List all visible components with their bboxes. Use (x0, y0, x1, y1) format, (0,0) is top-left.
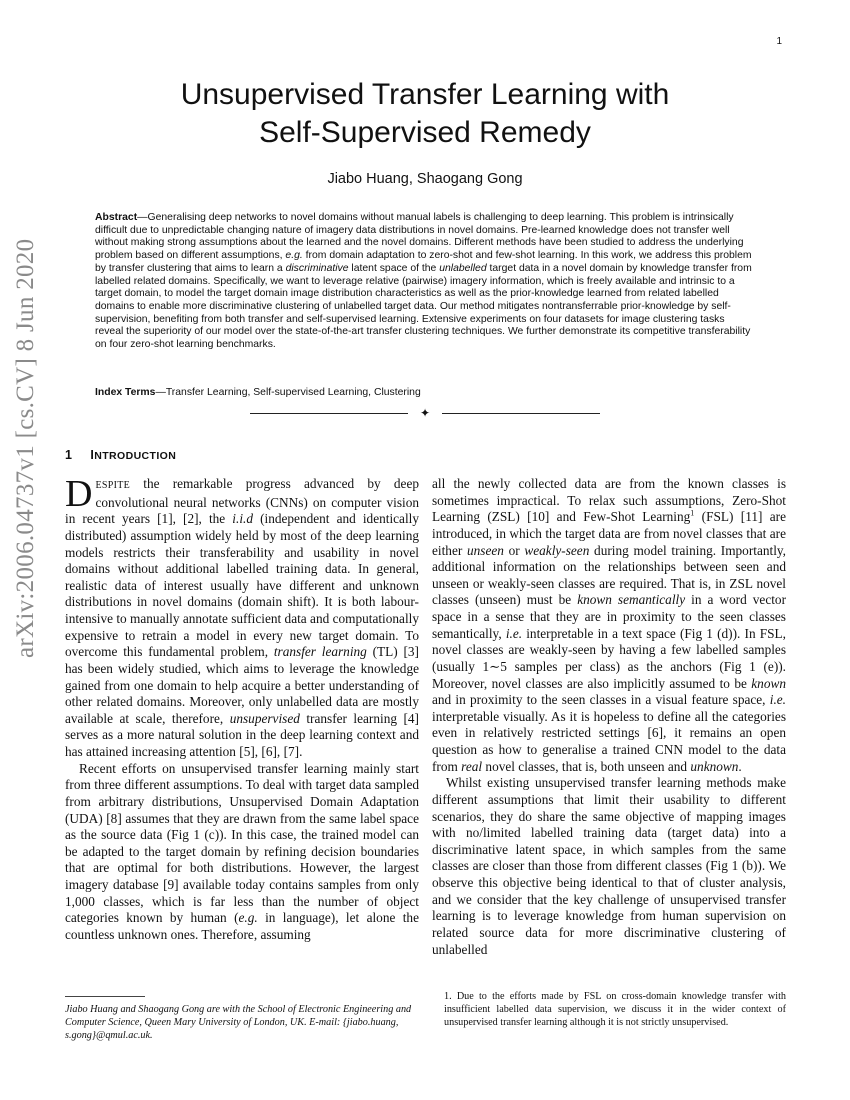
abstract-discriminative: discriminative (285, 262, 349, 274)
footnote-1 (432, 990, 786, 1029)
section-divider (250, 407, 600, 419)
right-p1-a: all the newly collected data are from the known classes is sometimes impractical. To relax such assumptions, Zero-Shot Learning (ZSL) [10] and Few-Shot Learning (432, 476, 786, 525)
right-paragraph-2: Whilst existing unsupervised transfer learning methods make different assumptions that limit their usability to different scenarios, they do share the same objective of mapping images with no/limited labelled training data (target data) into a discriminative latent space, in which samples from the same classes are closer than those from different classes (Fig 1 (b)). We observe this objective being identical to that of cluster analysis, and we consider that the key challenge of unsupervised transfer learning is to leverage knowledge from human supervision on related source data for more discriminative clustering of unlabelled (432, 775, 786, 957)
page-number: 1 (776, 36, 782, 47)
left-unsupervised: unsupervised (229, 710, 300, 726)
left-p1-c: (TL) [3] has been widely studied, which aims to leverage the knowledge gained from one domain to help acquire a better understanding of other related domains. Moreover, only unlabelled data are mostly available at scale, therefore, (65, 644, 419, 726)
footnote-rule (65, 996, 145, 997)
title-line-2: Self-Supervised Remedy (259, 116, 591, 149)
abstract-label: Abstract (95, 212, 138, 223)
abstract-text-4: target data in a novel domain by knowledge transfer from labelled related domains. Specifically, we want to leverage relative (pairwise) imagery information, which is freely available and intrinsic to a target domain, to model the target domain image distribution characteristics as well as the prior-knowledge learned from related labelled domains to enable more discriminative clustering of unlabelled target data. Our method mitigates nontransferrable prior-knowledge by self-supervision, benefiting from both transfer and self-supervised learning. Extensive experiments on four datasets for image clustering tasks reveal the superiority of our model over the state-of-the-art transfer clustering techniques. We further demonstrate its competitive transferability on four zero-shot learning benchmarks. (95, 262, 752, 351)
right-p1-h: novel classes, that is, both unseen and (482, 758, 691, 774)
left-p1-d: transfer learning [4] serves as a more natural solution in the deep learning context and has attained increasing attention [5], [6], [7]. (65, 710, 419, 759)
divider-diamond-icon: ✦ (419, 406, 431, 420)
right-or: or (503, 542, 525, 558)
index-terms-text: —Transfer Learning, Self-supervised Learning, Clustering (155, 387, 421, 398)
right-column (432, 476, 786, 958)
footnote-marker: 1 (690, 508, 695, 518)
left-eg: e.g. (238, 910, 258, 926)
abstract-eg: e.g. (285, 250, 303, 262)
right-p1-d: in a word vector space in a sense that they are in proximity to the seen classes semantically, (432, 592, 787, 641)
right-ie-2: i.e. (769, 692, 786, 708)
abstract-text-3: latent space of the (348, 262, 440, 274)
abstract-unlabelled: unlabelled (439, 262, 487, 274)
left-p2-a: Recent efforts on unsupervised transfer learning mainly start from three different assumptions. To deal with target data sampled from arbitrary distributions, Unsupervised Domain Adaptation (UDA) [8] assumes that they are drawn from the same label space as the source data (Fig 1 (c)). In this case, the trained model can be adapted to the target domain by refining decision boundaries that are optimal for both distributions. However, the largest imagery database [9] available today contains samples from only 1,000 classes, which is far less than the number of object categories known by human ( (65, 760, 419, 926)
section-title-rest: NTRODUCTION (94, 450, 177, 462)
left-transfer-learning: transfer learning (273, 644, 367, 660)
right-p1-g: interpretable visually. As it is hopeless to define all the categories even in relatively restricted settings [6], it remains an open question as how to generalise a trained CNN model to the data from (432, 708, 786, 774)
divider-line-right (442, 413, 600, 414)
footnote-affiliation (65, 996, 419, 1042)
arxiv-stamp: arXiv:2006.04737v1 [cs.CV] 8 Jun 2020 (12, 238, 39, 658)
footnote-affiliation-text: Jiabo Huang and Shaogang Gong are with the School of Electronic Engineering and Computer Science, Queen Mary University of London, UK. E-mail: {jiabo.huang, s.gong}@qmul.ac.uk. (65, 1004, 412, 1041)
right-known-semantically: known semantically (577, 592, 686, 608)
right-p1-c: during model training. Importantly, additional information on the relationships between seen and unseen or weakly-seen classes are required. That is, in ZSL novel classes (unseen) must be (432, 542, 787, 608)
dropcap: D (65, 473, 93, 515)
right-p1-i: . (738, 758, 742, 774)
section-heading (65, 448, 176, 462)
left-p1-a: the remarkable progress advanced by deep convolutional neural networks (CNNs) on computer vision in recent years [1], [2], the (65, 476, 419, 527)
right-unknown: unknown (690, 758, 739, 774)
paper-title (90, 76, 760, 152)
right-p1-f: and in proximity to the seen classes in a visual feature space, (432, 692, 770, 708)
left-p2-b: in language), let alone the countless unknown ones. Therefore, assuming (65, 910, 419, 942)
left-paragraph-1 (65, 473, 419, 761)
abstract-text-2: from domain adaptation to zero-shot and few-shot learning. In this work, we address this problem by transfer clustering that aims to learn a (95, 250, 752, 274)
right-ie-1: i.e. (505, 625, 523, 641)
index-terms (95, 387, 755, 398)
title-line-1: Unsupervised Transfer Learning with (180, 78, 670, 111)
divider-line-left (250, 413, 408, 414)
abstract-text-1: —Generalising deep networks to novel domains without manual labels is challenging to deep learning. This problem is intrinsically difficult due to unpredictable changing nature of imagery data distributions in novel domains. Pre-learned knowledge does not transfer well without making strong assumptions about the learned and the novel domains. Different methods have been studied to address the underlying problem based on different assumptions, (95, 212, 744, 262)
right-real: real (461, 758, 483, 774)
section-number: 1 (65, 448, 73, 462)
espite-smallcaps: ESPITE (95, 480, 131, 491)
authors: Jiabo Huang, Shaogang Gong (327, 171, 523, 187)
left-paragraph-2 (65, 761, 419, 944)
abstract (95, 212, 755, 352)
left-column (65, 473, 419, 944)
footnote-1-text: 1. Due to the efforts made by FSL on cross-domain knowledge transfer with insufficient labelled data supervision, we discuss it in the wider context of unsupervised transfer learning although it is not strictly unsupervised. (444, 991, 786, 1028)
left-iid: i.i.d (232, 511, 253, 527)
right-paragraph-1 (432, 476, 786, 775)
index-terms-label: Index Terms (95, 387, 156, 398)
right-weakly-seen: weakly-seen (524, 542, 590, 558)
right-unseen: unseen (466, 542, 504, 558)
left-p1-b: (independent and identically distributed) assumption widely held by most of the deep learning models restricts their transferability and usability in novel domains without additional labelled training data. In general, realistic data of interest usually have different and unknown distributions in novel domains (domain shift). It is both labour-intensive to manually annotate sufficient data and computationally expensive to retrain a model in every new target domain. To overcome this fundamental problem, (65, 511, 419, 660)
right-p1-b: (FSL) [11] are introduced, in which the target data are from novel classes that are either (432, 509, 786, 558)
section-title-first: I (90, 448, 95, 462)
right-p1-e: interpretable in a text space (Fig 1 (d)). In FSL, novel classes are weakly-seen by having a few labelled samples (usually 1∼5 samples per class) as the anchors (Fig 1 (e)). Moreover, novel classes are also implicitly assumed to be (432, 625, 786, 691)
right-known: known (751, 675, 786, 691)
